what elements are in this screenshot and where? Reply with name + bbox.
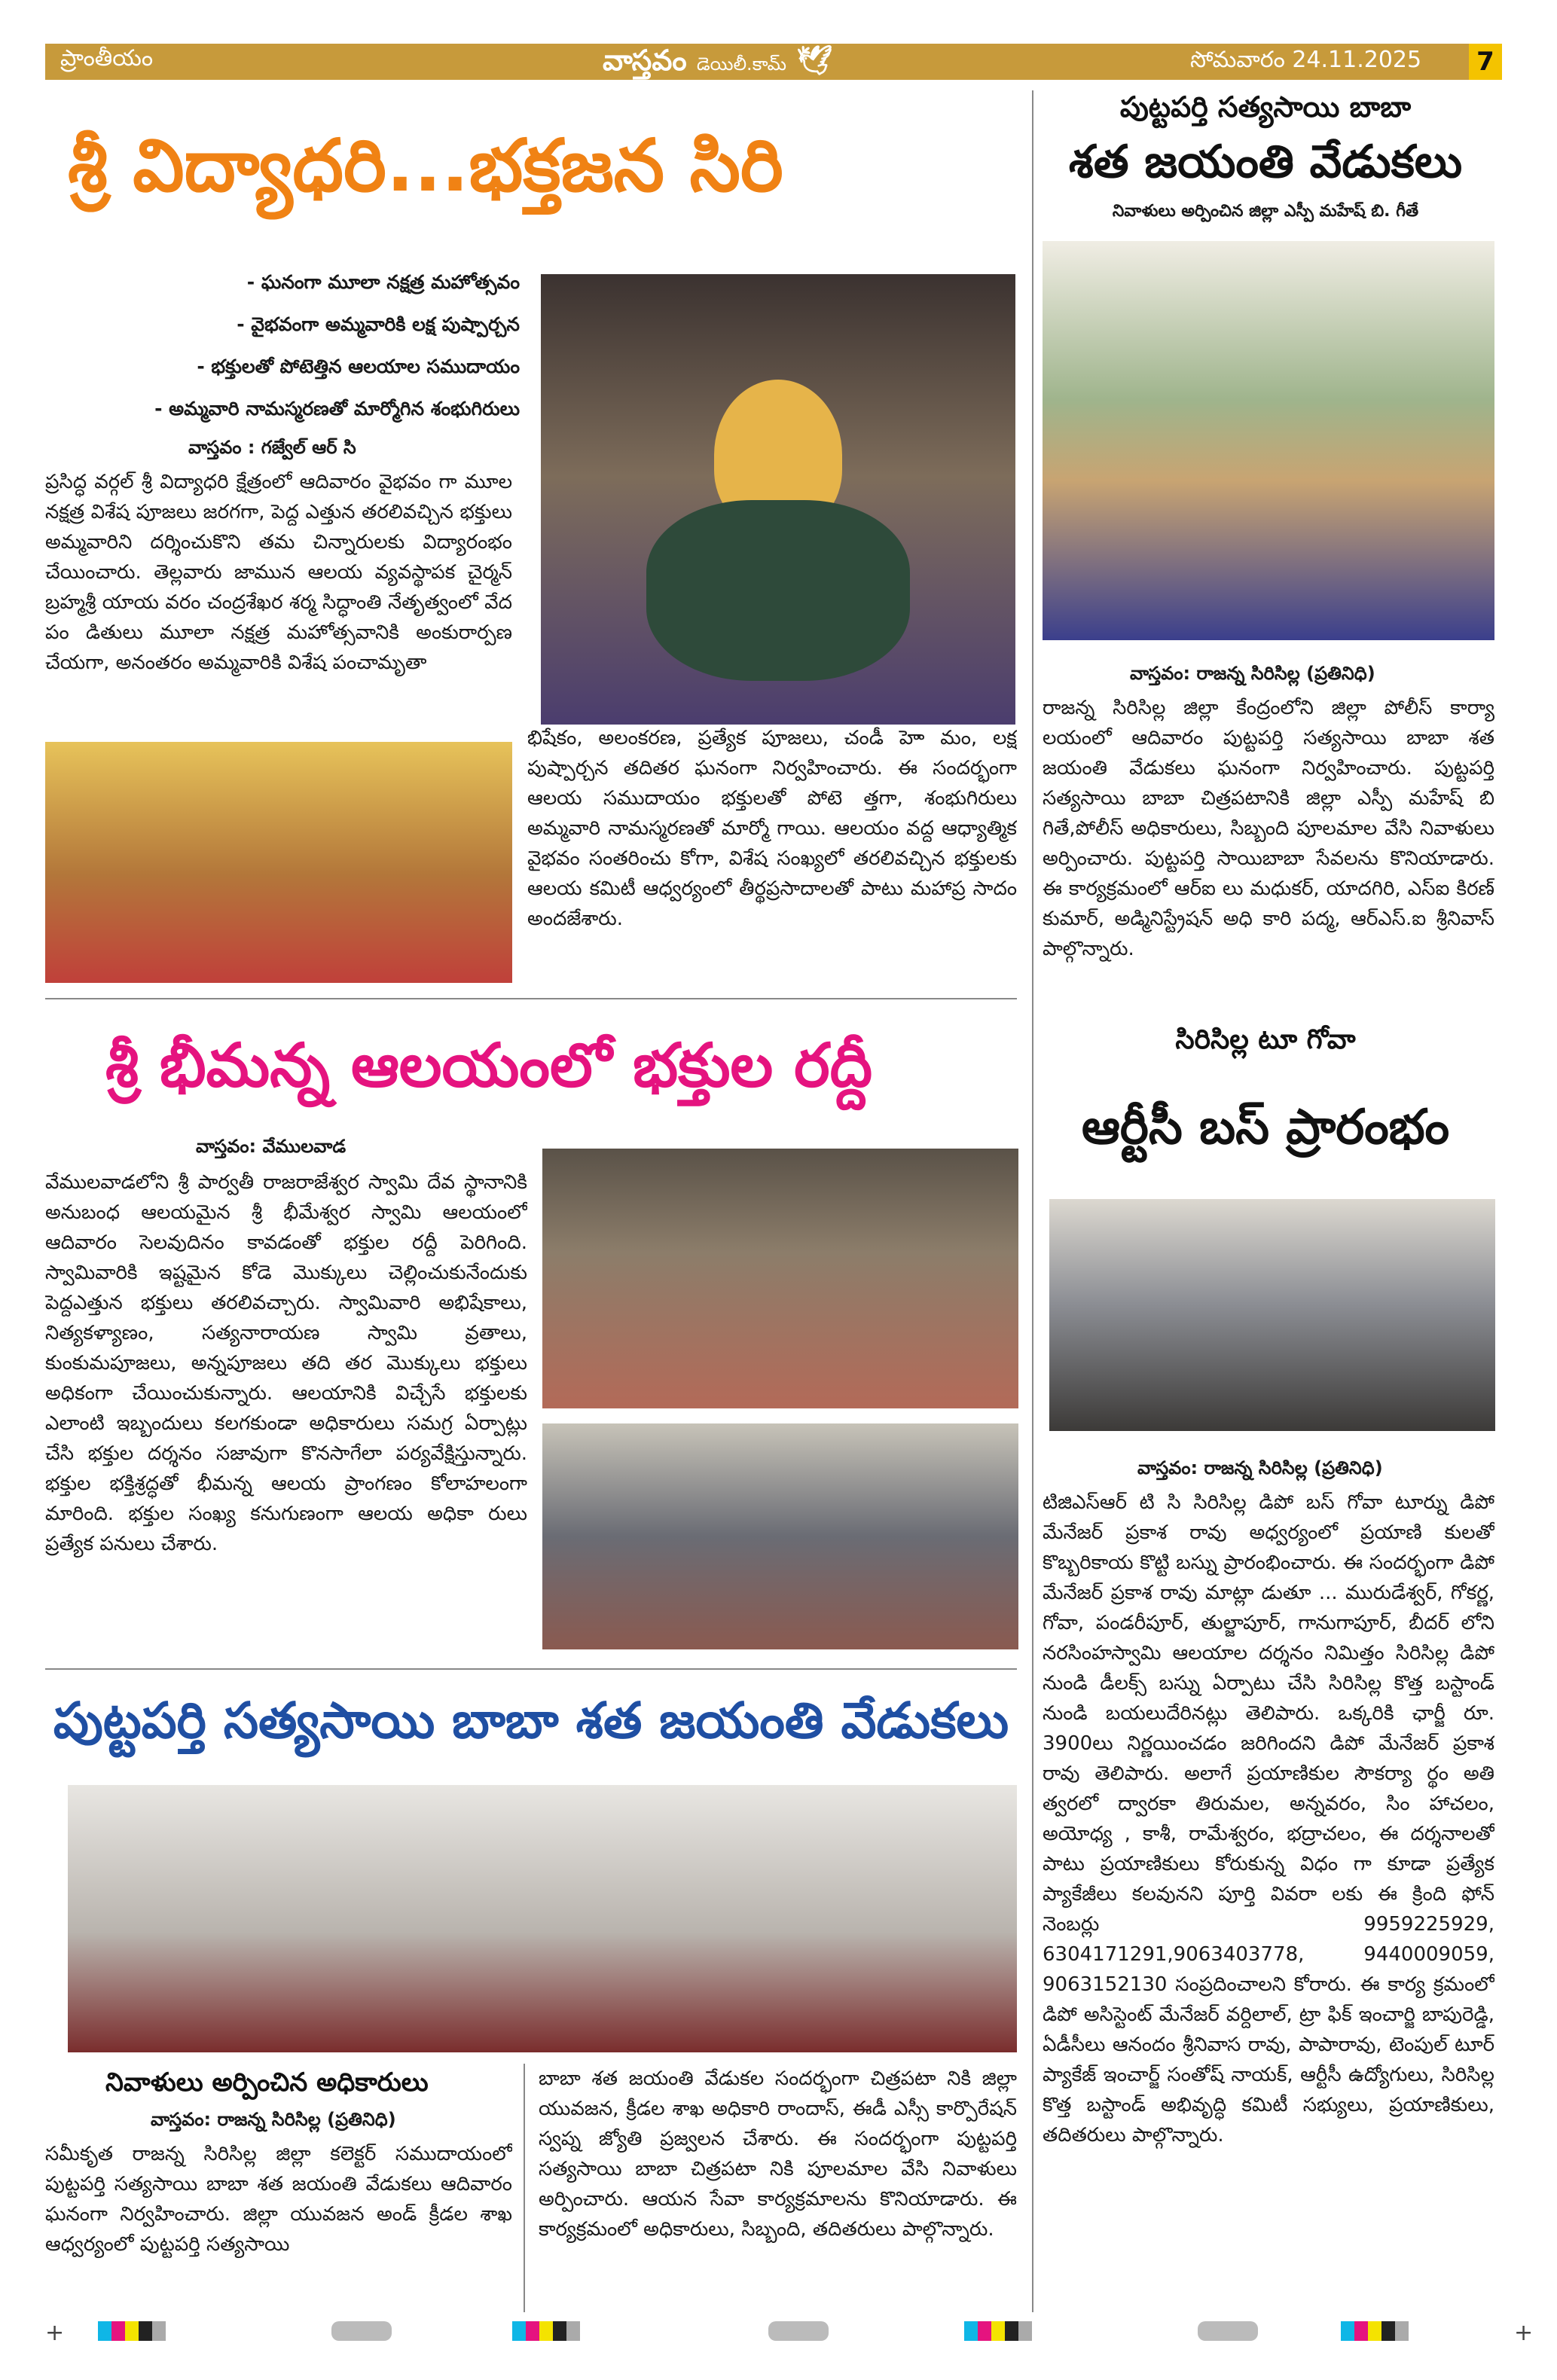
- story5-title: ఆర్టీసీ బస్ ప్రారంభం: [1081, 1100, 1450, 1155]
- color-bar: [512, 2321, 580, 2344]
- story2-title: శ్రీ భీమన్న ఆలయంలో భక్తుల రద్దీ: [105, 1030, 873, 1100]
- bullet-1: - ఘనంగా మూలా నక్షత్ర మహోత్సవం: [246, 271, 520, 293]
- bullet-3: - భక్తులతో పోటెత్తిన ఆలయాల సముదాయం: [197, 355, 520, 377]
- section-label: ప్రాంతీయం: [60, 45, 154, 72]
- bullet-4: - అమ్మవారి నామస్మరణతో మార్మోగిన శంభుగిరులు: [154, 398, 520, 420]
- story5-body: టిజిఎస్ఆర్ టి సి సిరిసిల్ల డిపో బస్ గోవా టూర్ను డిపో మేనేజర్ ప్రకాశ రావు అధ్వర్యంలో ప్రయాణి కులతో కొబ్బరికాయ కొట్టి బస్ను ప్రారంభించారు. ఈ సందర్భంగా డిపో మేనేజర్ ప్రకాశ రావు మాట్లా డుతూ ... మురుడేశ్వర్, గోకర్ణ, గోవా, పండరీపూర్, తుల్జాపూర్, గానుగాపూర్, బీదర్ లోని నరసింహస్వామి ఆలయాల దర్శనం నిమిత్తం సిరిసిల్ల డిపో నుండి డీలక్స్ బస్ను ఏర్పాటు చేసి సిరిసిల్ల కొత్త బస్టాండ్ నుండి బయలుదేరినట్లు తెలిపారు. ఒక్కరికి ఛార్జీ రూ. 3900లు నిర్ణయించడం జరిగిందని డిపో మేనేజర్ ప్రకాశ రావు తెలిపారు. అలాగే ప్రయాణికుల సౌకర్యా ర్థం అతి త్వరలో ద్వారకా తిరుమల, అన్నవరం, సిం హాచలం, అయోధ్య , కాశీ, రామేశ్వరం, భద్రాచలం, ఈ దర్శనాలతో పాటు ప్రయాణికులు కోరుకున్న విధం గా కూడా ప్రత్యేక ప్యాకేజీలు కలవునని పూర్తి వివరా లకు ఈ క్రింది ఫోన్ నెంబర్లు 9959225929, 6304171291,9063403778, 9440009059, 9063152130 సంప్రదించాలని కోరారు. ఈ కార్య క్రమంలో డిపో అసిస్టెంట్ మేనేజర్ వర్దిలాల్, ట్రా ఫిక్ ఇంచార్జి బాపురెడ్డి, ఏడీసీలు ఆనందం శ్రీనివాస రావు, పాపారావు, టెంపుల్ టూర్ ప్యాకేజ్ ఇంచార్జ్ సంతోష్ నాయక్, ఆర్టీసీ ఉద్యోగులు, సిరిసిల్ల కొత్త బస్టాండ్ అభివృద్ధి కమిటీ సభ్యులు, ప్రయాణికులు, తదితరులు పాల్గొన్నారు.: [1043, 1491, 1494, 2147]
- column-divider: [524, 2064, 525, 2312]
- registration-mark: +: [45, 2320, 65, 2346]
- registration-mark: +: [1514, 2320, 1534, 2346]
- bird-icon: 🕊: [796, 44, 833, 77]
- story2-byline: వాస్తవం: వేములవాడ: [196, 1136, 347, 1157]
- sp-tribute-photo: [1043, 241, 1494, 640]
- story5-byline: వాస్తవం: రాజన్న సిరిసిల్ల (ప్రతినిధి): [1137, 1457, 1383, 1478]
- issue-date: సోమవారం 24.11.2025: [1190, 47, 1422, 73]
- gray-patch: [768, 2321, 829, 2341]
- story4-body: రాజన్న సిరిసిల్ల జిల్లా కేంద్రంలోని జిల్లా పోలీస్ కార్యా లయంలో ఆదివారం పుట్టపర్తి సత్యసాయి బాబా శత జయంతి వేడుకలు ఘనంగా నిర్వహించారు. పుట్టపర్తి సత్యసాయి బాబా చిత్రపటానికి జిల్లా ఎస్పీ మహేష్ బి గితే,పోలీస్ అధికారులు, సిబ్బంది పూలమాల వేసి నివాళులు అర్పించారు. పుట్టపర్తి సాయిబాబా సేవలను కొనియాడారు. ఈ కార్యక్రమంలో ఆర్ఐ లు మధుకర్, యాదగిరి, ఎస్ఐ కిరణ్ కుమార్, అడ్మినిస్ట్రేషన్ అధి కారి పద్మ, ఆర్ఎస్.ఐ శ్రీనివాస్ పాల్గొన్నారు.: [1043, 697, 1494, 960]
- page-number: 7: [1469, 44, 1502, 80]
- story4-sub: నివాళులు అర్పించిన జిల్లా ఎస్పీ మహేష్ బి. గీతే: [1112, 202, 1419, 221]
- story4-byline: వాస్తవం: రాజన్న సిరిసిల్ల (ప్రతినిధి): [1130, 663, 1375, 684]
- color-bar: [1341, 2321, 1409, 2344]
- temple-crowd-photo: [542, 1149, 1018, 1408]
- story1-title: శ్రీ విద్యాధరి...భక్తజన సిరి: [68, 124, 783, 208]
- story4-title: శత జయంతి వేడుకలు: [1068, 136, 1463, 188]
- story2-body: వేములవాడలోని శ్రీ పార్వతీ రాజరాజేశ్వర స్వామి దేవ స్థానానికి అనుబంధ ఆలయమైన శ్రీ భీమేశ్వర స్వామి ఆలయంలో ఆదివారం సెలవుదినం కావడంతో భక్తుల రద్దీ పెరిగింది. స్వామివారికి ఇష్టమైన కోడె మొక్కులు చెల్లించుకునేందుకు పెద్దఎత్తున భక్తులు తరలివచ్చారు. స్వామివారి అభిషేకాలు, నిత్యకళ్యాణం, సత్యనారాయణ స్వామి వ్రతాలు, కుంకుమపూజలు, అన్నపూజలు తది తర మొక్కులు భక్తులు అధికంగా చేయించుకున్నారు. ఆలయానికి విచ్చేసే భక్తులకు ఎలాంటి ఇబ్బందులు కలగకుండా అధికారులు సమగ్ర ఏర్పాట్లు చేసి భక్తుల దర్శనం సజావుగా కొనసాగేలా పర్యవేక్షిస్తున్నారు. భక్తుల భక్తిశ్రద్ధతో భీమన్న ఆలయ ప్రాంగణం కోలాహలంగా మారింది. భక్తుల సంఖ్య కనుగుణంగా ఆలయ అధికా రులు ప్రత్యేక పనులు చేశారు.: [45, 1171, 527, 1555]
- bus-launch-photo: [1049, 1199, 1495, 1431]
- story3-body-right: బాబా శత జయంతి వేడుకల సందర్భంగా చిత్రపటా నికి జిల్లా యువజన, క్రీడల శాఖ అధికారి రాందాస్, ఈడీ ఎస్సీ కార్పొరేషన్ స్వప్న జ్యోతి ప్రజ్వలన చేశారు. ఈ సందర్భంగా పుట్టపర్తి సత్యసాయి బాబా చిత్రపటా నికి పూలమాల వేసి నివాళులు అర్పించారు. ఆయన సేవా కార్యక్రమాలను కొనియాడారు. ఈ కార్యక్రమంలో అధికారులు, సిబ్బంది, తదితరులు పాల్గొన్నారు.: [539, 2067, 1017, 2241]
- story1-bullets: [45, 271, 520, 425]
- story5-kicker: సిరిసిల్ల టూ గోవా: [1175, 1024, 1356, 1055]
- story4-kicker: పుట్టపర్తి సత్యసాయి బాబా: [1119, 90, 1412, 124]
- masthead-title: వాస్తవం: [603, 44, 687, 77]
- story3-title: పుట్టపర్తి సత్యసాయి బాబా శత జయంతి వేడుకలు: [53, 1692, 1009, 1750]
- divider: [45, 998, 1017, 999]
- ritual-photo: [45, 742, 512, 983]
- color-bar: [98, 2321, 166, 2344]
- officials-photo: [68, 1785, 1017, 2052]
- story3-byline: వాస్తవం: రాజన్న సిరిసిల్ల (ప్రతినిధి): [151, 2109, 396, 2130]
- gray-patch: [331, 2321, 392, 2341]
- column-divider: [1032, 90, 1033, 2312]
- bullet-2: - వైభవంగా అమ్మవారికి లక్ష పుష్పార్చన: [237, 313, 520, 335]
- divider: [45, 1668, 1017, 1670]
- color-bar: [964, 2321, 1032, 2344]
- story3-caption: నివాళులు అర్పించిన అధికారులు: [105, 2067, 429, 2098]
- story1-body-right: భిషేకం, అలంకరణ, ప్రత్యేక పూజలు, చండీ హెా మం, లక్ష పుష్పార్చన తదితర ఘనంగా నిర్వహించారు. ఈ సందర్భంగా ఆలయ సముదాయం భక్తులతో పోటె త్తగా, శంభుగిరులు అమ్మవారి నామస్మరణతో మార్మో గాయి. ఆలయం వద్ద ఆధ్యాత్మిక వైభవం సంతరించు కోగా, విశేష సంఖ్యలో తరలివచ్చిన భక్తులకు ఆలయ కమిటీ ఆధ్వర్యంలో తీర్థప్రసాదాలతో పాటు మహాప్ర సాదం అందజేశారు.: [527, 727, 1017, 930]
- masthead: [603, 44, 833, 84]
- story1-byline: వాస్తవం : గజ్వేల్ ఆర్ సి: [188, 437, 356, 458]
- story3-body-left: సమీకృత రాజన్న సిరిసిల్ల జిల్లా కలెక్టర్ సముదాయంలో పుట్టపర్తి సత్యసాయి బాబా శత జయంతి వేడుకలు ఆదివారం ఘనంగా నిర్వహించారు. జిల్లా యువజన అండ్ క్రీడల శాఖ ఆధ్వర్యంలో పుట్టపర్తి సత్యసాయి: [45, 2143, 512, 2256]
- queue-photo: [542, 1423, 1018, 1649]
- gray-patch: [1198, 2321, 1258, 2341]
- story1-body-left: ప్రసిద్ధ వర్గల్ శ్రీ విద్యాధరి క్షేత్రంలో ఆదివారం వైభవం గా మూల నక్షత్ర విశేష పూజలు జరగగా, పెద్ద ఎత్తున తరలివచ్చిన భక్తులు అమ్మవారిని దర్శించుకొని తమ చిన్నారులకు విద్యారంభం చేయించారు. తెల్లవారు జామున ఆలయ వ్యవస్థాపక చైర్మన్ బ్రహ్మశ్రీ యాయ వరం చంద్రశేఖర శర్మ సిద్ధాంతి నేతృత్వంలో వేద పం డితులు మూలా నక్షత్ర మహోత్సవానికి అంకురార్పణ చేయగా, అనంతరం అమ్మవారికి విశేష పంచామృతా: [45, 471, 512, 674]
- masthead-suffix: డెయిలీ.కామ్: [696, 53, 787, 75]
- goddess-photo: [541, 274, 1015, 725]
